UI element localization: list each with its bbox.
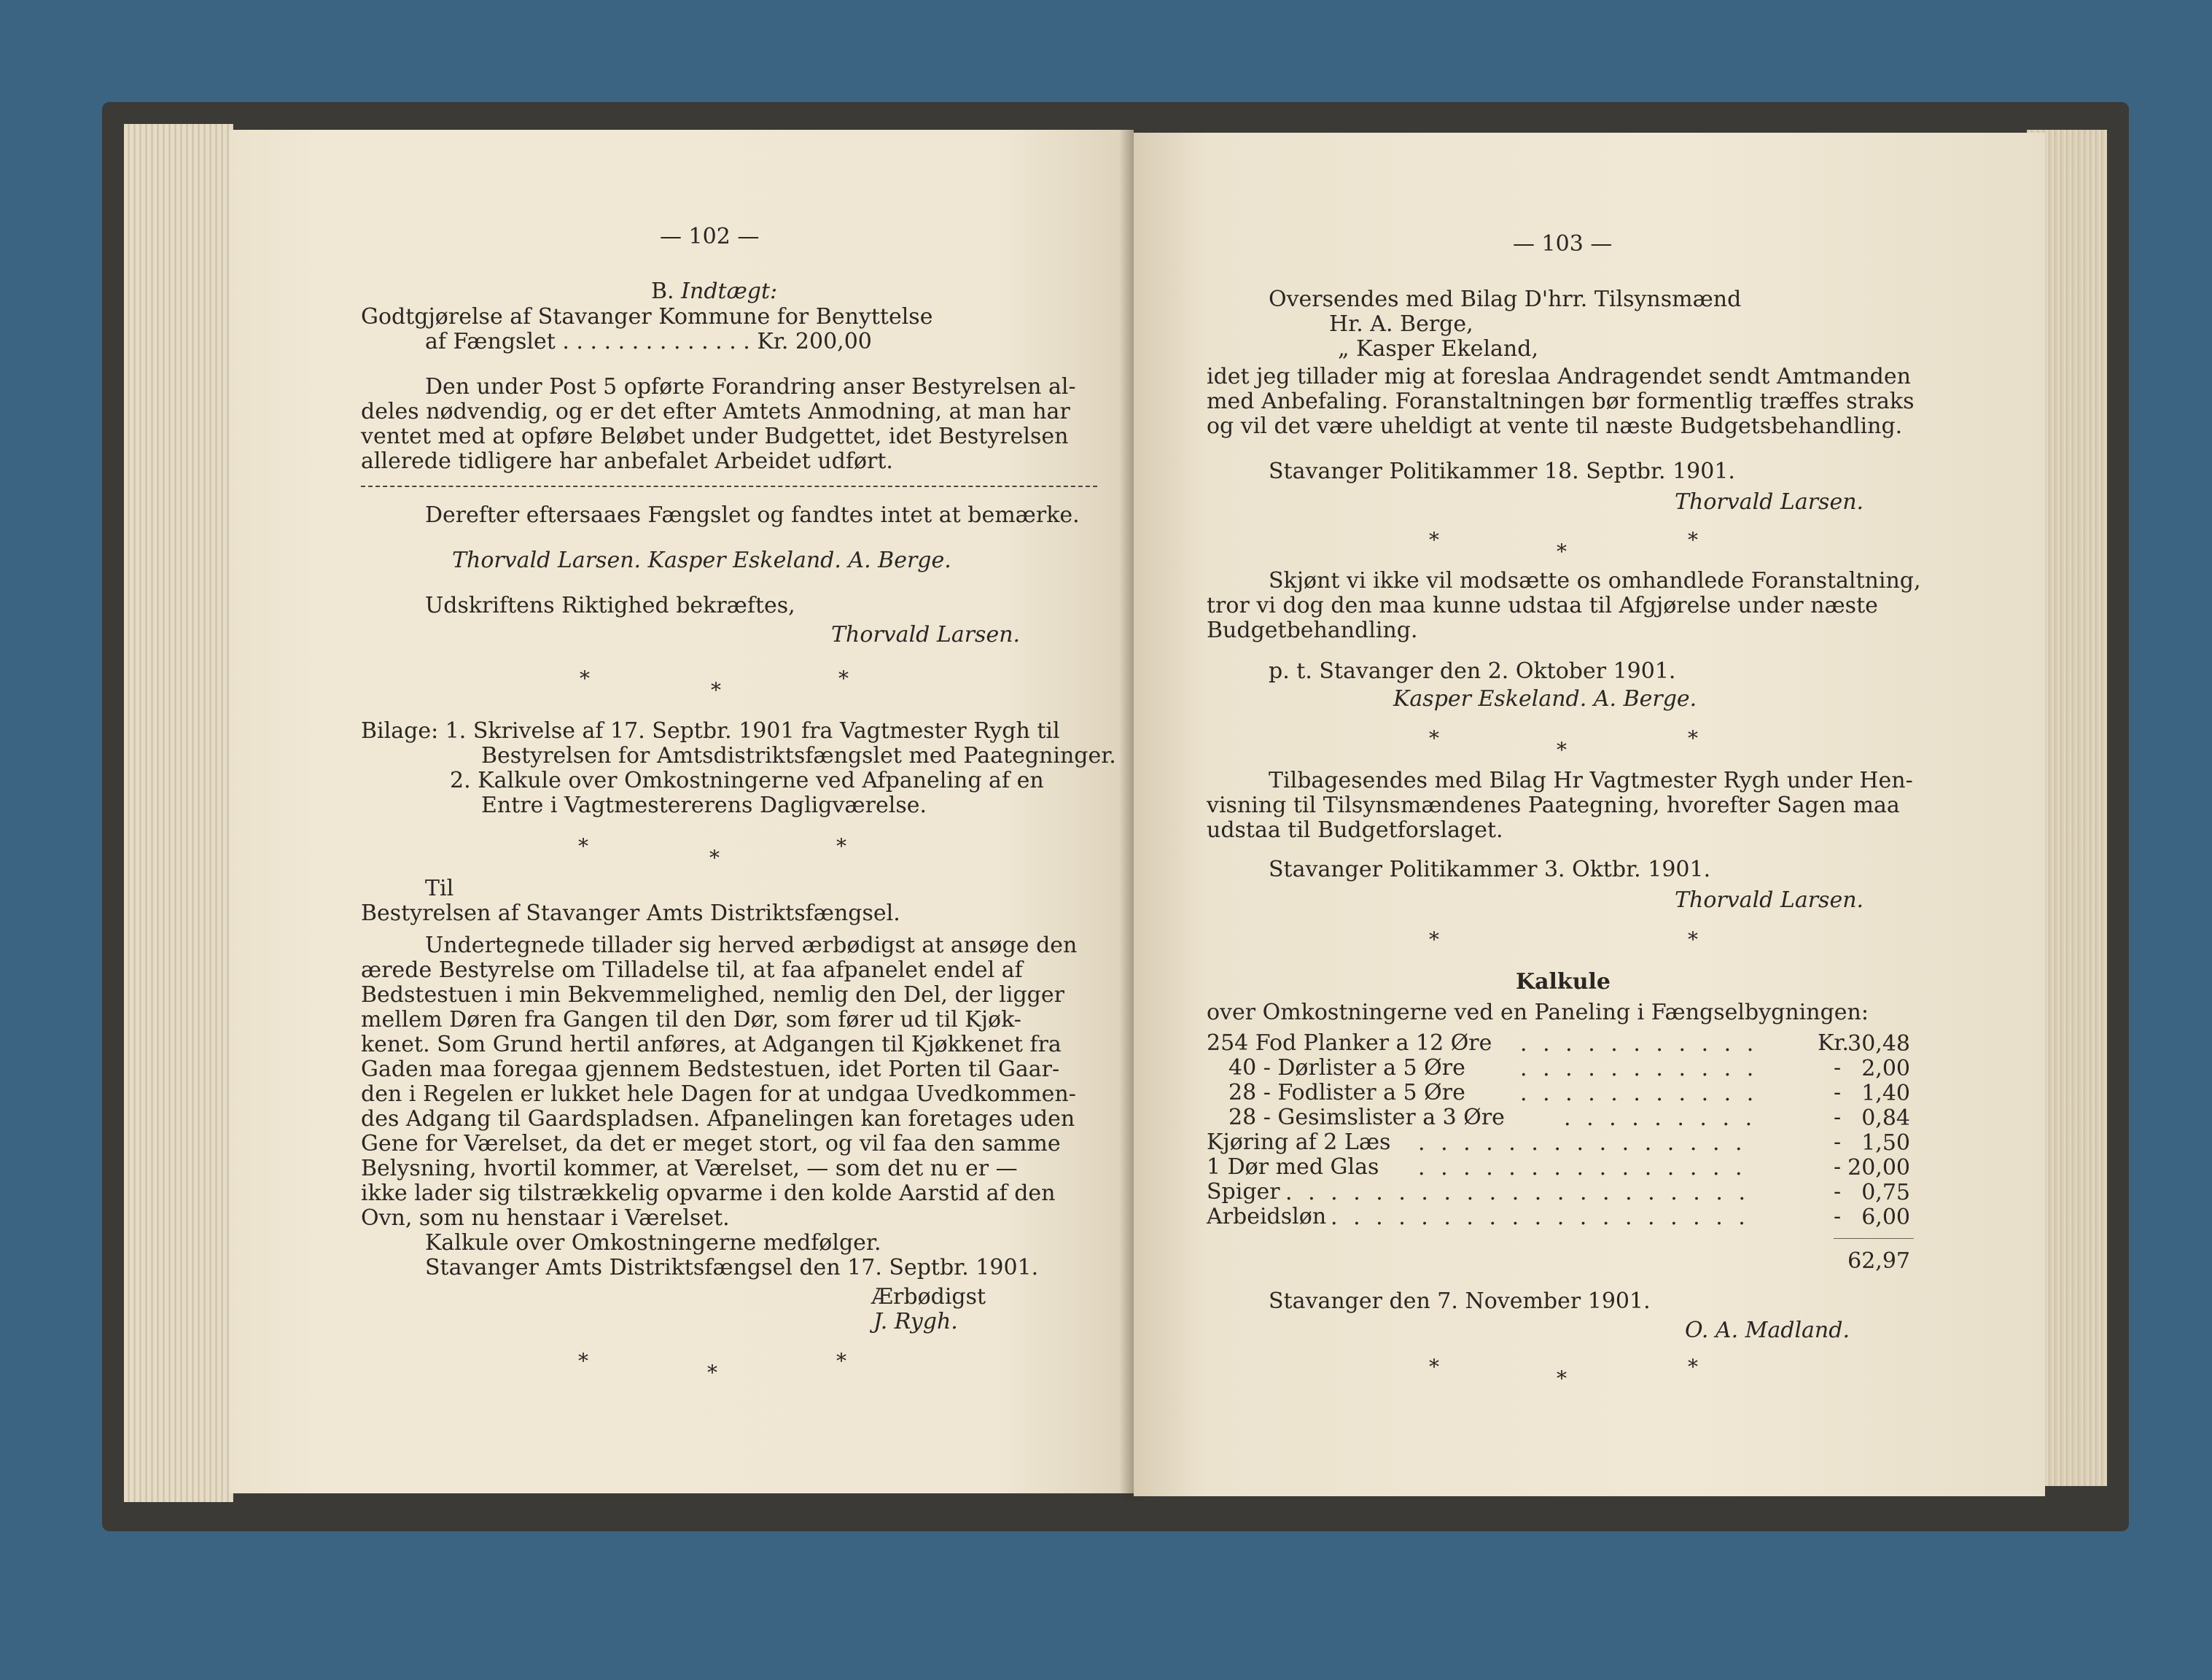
kalkule-amount: 6,00 bbox=[1861, 1205, 1910, 1230]
text-line: ærede Bestyrelse om Tilladelse til, at faa afpanelet endel af bbox=[361, 957, 1023, 983]
heading-prefix: B. bbox=[651, 279, 674, 304]
kalkule-subtitle: over Omkostningerne ved en Paneling i Fængselbygningen: bbox=[1207, 1000, 1869, 1025]
kalkule-prefix: - bbox=[1834, 1129, 1842, 1155]
separator-star: * bbox=[1557, 540, 1567, 564]
text-line: Entre i Vagtmestererens Dagligværelse. bbox=[481, 793, 927, 818]
text-line: Hr. A. Berge, bbox=[1329, 311, 1473, 337]
sum-line bbox=[1834, 1238, 1914, 1239]
leader-dots: . . . . . . . . . . . bbox=[1520, 1031, 1759, 1057]
text-line: 2. Kalkule over Omkostningerne ved Afpaneling af en bbox=[450, 768, 1044, 793]
kalkule-item: Kjøring af 2 Læs bbox=[1207, 1129, 1391, 1155]
text-line: „ Kasper Ekeland, bbox=[1338, 336, 1538, 362]
kalkule-item: 1 Dør med Glas bbox=[1207, 1154, 1379, 1180]
heading-title: Indtægt: bbox=[681, 279, 778, 304]
kalkule-prefix: - bbox=[1834, 1080, 1842, 1105]
signature: J. Rygh. bbox=[873, 1309, 958, 1334]
text-line: Belysning, hvortil kommer, at Værelset, — som det nu er — bbox=[361, 1156, 1018, 1181]
text-line: Gaden maa foregaa gjennem Bedstestuen, idet Porten til Gaar- bbox=[361, 1057, 1060, 1082]
kalkule-prefix: - bbox=[1834, 1055, 1842, 1081]
text-line: ventet med at opføre Beløbet under Budgettet, idet Bestyrelsen bbox=[361, 424, 1069, 449]
text-line: og vil det være uheldigt at vente til næste Budgetsbehandling. bbox=[1207, 413, 1903, 439]
signature: Thorvald Larsen. bbox=[1675, 489, 1864, 515]
kalkule-item: 28 - Gesimslister a 3 Øre bbox=[1228, 1105, 1505, 1130]
kalkule-item: Arbeidsløn bbox=[1207, 1204, 1327, 1229]
separator-star: * bbox=[1688, 1355, 1698, 1379]
text-line: Oversendes med Bilag D'hrr. Tilsynsmænd bbox=[1269, 287, 1742, 312]
text-line: Undertegnede tillader sig herved ærbødigst at ansøge den bbox=[425, 933, 1078, 958]
text-line: Tilbagesendes med Bilag Hr Vagtmester Rygh under Hen- bbox=[1269, 768, 1913, 793]
text-line: Bestyrelsen af Stavanger Amts Distriktsfængsel. bbox=[361, 901, 900, 926]
text-line: deles nødvendig, og er det efter Amtets Anmodning, at man har bbox=[361, 399, 1070, 424]
text-line: Stavanger den 7. November 1901. bbox=[1269, 1288, 1651, 1314]
kalkule-amount: 0,75 bbox=[1861, 1180, 1910, 1205]
leader-dots: . . . . . . . . . . . . . . . bbox=[1418, 1155, 1747, 1181]
dashed-divider bbox=[361, 486, 1097, 487]
text-line: Kalkule over Omkostningerne medfølger. bbox=[425, 1230, 881, 1256]
text-line: Derefter eftersaaes Fængslet og fandtes intet at bemærke. bbox=[425, 502, 1080, 528]
separator-star: * bbox=[1688, 726, 1698, 750]
text-line: Godtgjørelse af Stavanger Kommune for Benyttelse bbox=[361, 304, 933, 330]
text-line: af Fængslet . . . . . . . . . . . . . . Kr. 200,00 bbox=[425, 329, 872, 354]
leader-dots: . . . . . . . . . . . . . . . . . . . . . bbox=[1285, 1180, 1750, 1205]
text-line: p. t. Stavanger den 2. Oktober 1901. bbox=[1269, 658, 1676, 684]
leader-dots: . . . . . . . . . . . bbox=[1520, 1056, 1759, 1081]
kalkule-title: Kalkule bbox=[1516, 969, 1611, 995]
kalkule-prefix: Kr. bbox=[1818, 1030, 1849, 1056]
separator-star: * bbox=[1429, 928, 1439, 952]
text-line: kenet. Som Grund hertil anføres, at Adgangen til Kjøkkenet fra bbox=[361, 1032, 1062, 1057]
text-line: Udskriftens Riktighed bekræftes, bbox=[425, 593, 795, 618]
kalkule-prefix: - bbox=[1834, 1154, 1842, 1180]
separator-star: * bbox=[711, 678, 721, 702]
separator-star: * bbox=[836, 834, 846, 858]
page-edges-left bbox=[124, 124, 233, 1502]
text-line: Til bbox=[425, 876, 454, 901]
text-line: Stavanger Amts Distriktsfængsel den 17. Septbr. 1901. bbox=[425, 1255, 1039, 1280]
text-line: Bilage: 1. Skrivelse af 17. Septbr. 1901 fra Vagtmester Rygh til bbox=[361, 718, 1060, 744]
page-number: — 103 — bbox=[1513, 231, 1613, 257]
signature: Thorvald Larsen. bbox=[831, 622, 1021, 648]
kalkule-item: 254 Fod Planker a 12 Øre bbox=[1207, 1030, 1492, 1056]
kalkule-amount: 1,40 bbox=[1861, 1081, 1910, 1106]
text-line: udstaa til Budgetforslaget. bbox=[1207, 817, 1503, 843]
separator-star: * bbox=[709, 846, 720, 870]
text-line: Skjønt vi ikke vil modsætte os omhandlede Foranstaltning, bbox=[1269, 568, 1921, 594]
text-line: den i Regelen er lukket hele Dagen for at undgaa Uvedkommen- bbox=[361, 1081, 1076, 1107]
kalkule-prefix: - bbox=[1834, 1179, 1842, 1205]
leader-dots: . . . . . . . . . . . . . . . . . . . bbox=[1331, 1205, 1750, 1230]
text-line: visning til Tilsynsmændenes Paategning, hvorefter Sagen maa bbox=[1207, 793, 1900, 818]
kalkule-amount: 30,48 bbox=[1847, 1031, 1910, 1057]
separator-star: * bbox=[1557, 738, 1567, 762]
text-line: Ovn, som nu henstaar i Værelset. bbox=[361, 1205, 730, 1231]
separator-star: * bbox=[838, 666, 849, 691]
signature: Thorvald Larsen. bbox=[1675, 887, 1864, 913]
text-line: idet jeg tillader mig at foreslaa Andragendet sendt Amtmanden bbox=[1207, 364, 1911, 389]
text-line: Bestyrelsen for Amtsdistriktsfængslet med Paategninger. bbox=[481, 743, 1116, 769]
text-line: Bedstestuen i min Bekvemmelighed, nemlig den Del, der ligger bbox=[361, 982, 1064, 1008]
kalkule-amount: 1,50 bbox=[1861, 1130, 1910, 1156]
leader-dots: . . . . . . . . . . . . . . . bbox=[1418, 1130, 1747, 1156]
text-line: Stavanger Politikammer 3. Oktbr. 1901. bbox=[1269, 857, 1711, 882]
kalkule-prefix: - bbox=[1834, 1204, 1842, 1229]
separator-star: * bbox=[1688, 528, 1698, 552]
text-line: Den under Post 5 opførte Forandring anser Bestyrelsen al- bbox=[425, 374, 1076, 400]
separator-star: * bbox=[1688, 928, 1698, 952]
separator-star: * bbox=[578, 1349, 588, 1373]
kalkule-amount: 2,00 bbox=[1861, 1056, 1910, 1081]
kalkule-prefix: - bbox=[1834, 1105, 1842, 1130]
left-page bbox=[230, 130, 1134, 1493]
leader-dots: . . . . . . . . . bbox=[1564, 1105, 1757, 1131]
separator-star: * bbox=[836, 1349, 846, 1373]
separator-star: * bbox=[580, 666, 590, 691]
text-line: Stavanger Politikammer 18. Septbr. 1901. bbox=[1269, 459, 1735, 484]
page-number: — 102 — bbox=[660, 224, 760, 249]
text-line: tror vi dog den maa kunne udstaa til Afgjørelse under næste bbox=[1207, 593, 1878, 618]
separator-star: * bbox=[1429, 726, 1439, 750]
text-line: Gene for Værelset, da det er meget stort, og vil faa den samme bbox=[361, 1131, 1061, 1156]
signatures: Kasper Eskeland. A. Berge. bbox=[1393, 686, 1697, 712]
kalkule-amount: 0,84 bbox=[1861, 1105, 1910, 1131]
kalkule-total: 62,97 bbox=[1847, 1248, 1910, 1274]
separator-star: * bbox=[578, 834, 588, 858]
signature: O. A. Madland. bbox=[1685, 1318, 1850, 1343]
separator-star: * bbox=[707, 1361, 717, 1385]
section-heading bbox=[651, 279, 777, 304]
text-line: mellem Døren fra Gangen til den Dør, som fører ud til Kjøk- bbox=[361, 1007, 1021, 1032]
signatures: Thorvald Larsen. Kasper Eskeland. A. Berge. bbox=[452, 548, 951, 573]
kalkule-item: 40 - Dørlister a 5 Øre bbox=[1228, 1055, 1465, 1081]
text-line: allerede tidligere har anbefalet Arbeidet udført. bbox=[361, 448, 893, 474]
text-line: des Adgang til Gaardspladsen. Afpanelingen kan foretages uden bbox=[361, 1106, 1075, 1132]
separator-star: * bbox=[1429, 528, 1439, 552]
text-line: Budgetbehandling. bbox=[1207, 618, 1418, 643]
kalkule-item: 28 - Fodlister a 5 Øre bbox=[1228, 1080, 1465, 1105]
separator-star: * bbox=[1429, 1355, 1439, 1379]
kalkule-item: Spiger bbox=[1207, 1179, 1280, 1205]
separator-star: * bbox=[1557, 1366, 1567, 1391]
closing: Ærbødigst bbox=[871, 1284, 986, 1310]
text-line: ikke lader sig tilstrækkelig opvarme i den kolde Aarstid af den bbox=[361, 1181, 1056, 1206]
text-line: med Anbefaling. Foranstaltningen bør formentlig træffes straks bbox=[1207, 389, 1915, 414]
right-page bbox=[1134, 133, 2045, 1496]
leader-dots: . . . . . . . . . . . bbox=[1520, 1081, 1759, 1106]
kalkule-amount: 20,00 bbox=[1847, 1155, 1910, 1181]
